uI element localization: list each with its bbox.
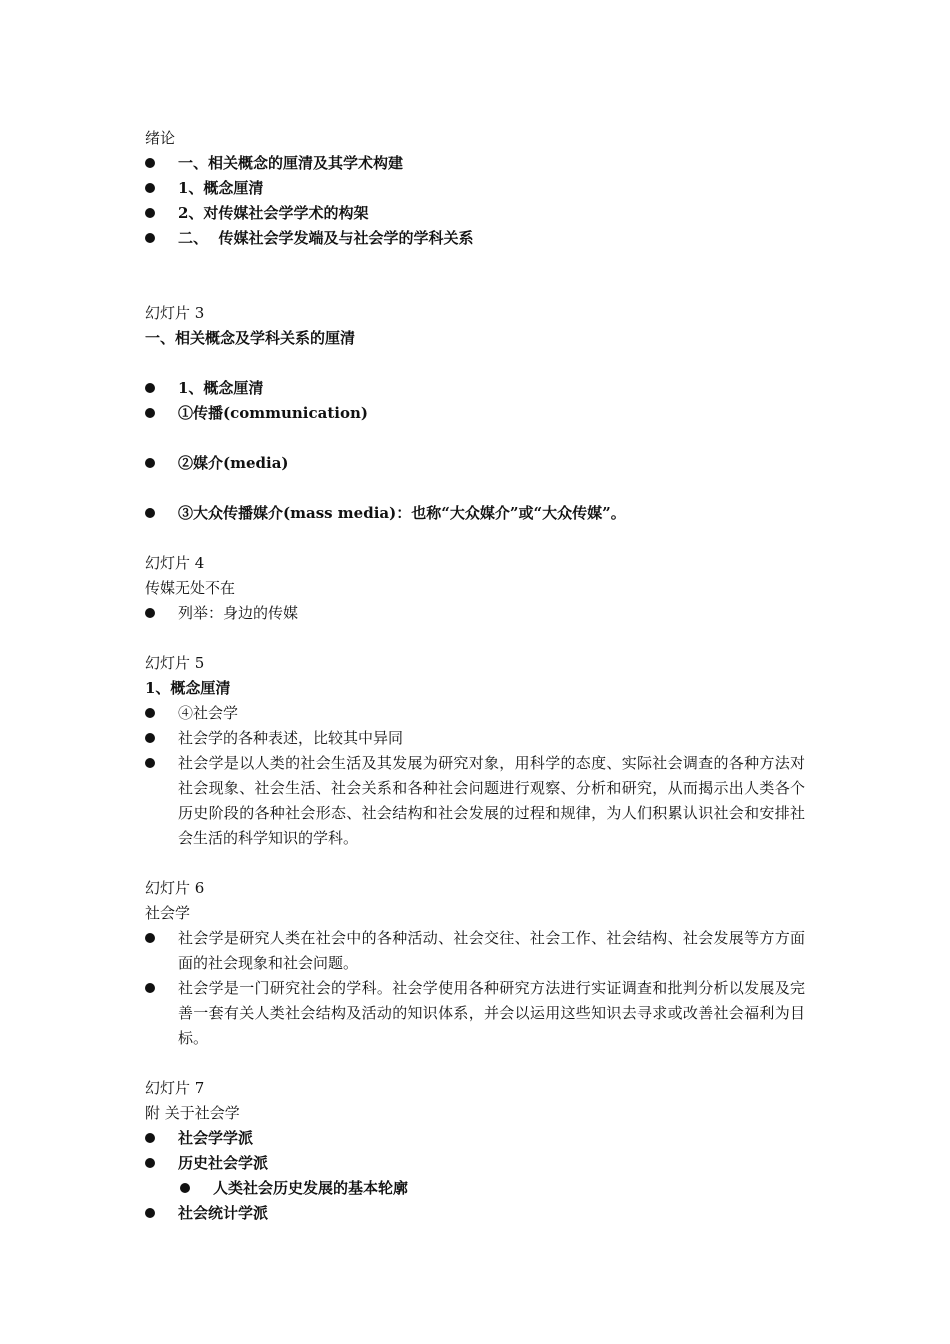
- list-item: 社会统计学派: [145, 1201, 805, 1226]
- bullet-icon: [145, 208, 155, 218]
- list-item: 一、相关概念的厘清及其学术构建: [145, 151, 805, 176]
- bullet-icon: [145, 1208, 155, 1218]
- list-item: 1、概念厘清: [145, 376, 805, 401]
- slide-label: 幻灯片 4: [145, 554, 205, 572]
- document-content: [145, 126, 805, 1226]
- bullet-icon: [180, 1183, 190, 1193]
- intro-title: 绪论: [145, 129, 176, 147]
- bullet-icon: [145, 233, 155, 243]
- bullet-icon: [145, 508, 155, 518]
- list-item: ①传播(communication): [145, 401, 805, 426]
- slide-heading: 1、概念厘清: [145, 679, 231, 697]
- bullet-icon: [145, 708, 155, 718]
- slide-heading: 一、相关概念及学科关系的厘清: [145, 329, 356, 347]
- bullet-icon: [145, 458, 155, 468]
- bullet-icon: [145, 408, 155, 418]
- list-item: 历史社会学派: [145, 1151, 805, 1176]
- bullet-icon: [145, 158, 155, 168]
- bullet-icon: [145, 983, 155, 993]
- bullet-icon: [145, 733, 155, 743]
- slide-label: 幻灯片 7: [145, 1079, 205, 1097]
- list-item: 1、概念厘清: [145, 176, 805, 201]
- slide-heading: 传媒无处不在: [145, 579, 236, 597]
- bullet-icon: [145, 608, 155, 618]
- slide-label: 幻灯片 5: [145, 654, 205, 672]
- slide-heading: 附 关于社会学: [145, 1104, 240, 1122]
- slide-label: 幻灯片 6: [145, 879, 205, 897]
- bullet-icon: [145, 758, 155, 768]
- list-item: 社会学是一门研究社会的学科。社会学使用各种研究方法进行实证调查和批判分析以发展及完善一套有关人类社会结构及活动的知识体系，并会以运用这些知识去寻求或改善社会福利为目标。: [145, 976, 805, 1051]
- list-item: ③大众传播媒介(mass media)：也称“大众媒介”或“大众传媒”。: [145, 501, 805, 526]
- list-item: 社会学是研究人类在社会中的各种活动、社会交往、社会工作、社会结构、社会发展等方方面面的社会现象和社会问题。: [145, 926, 805, 976]
- bullet-icon: [145, 1158, 155, 1168]
- bullet-icon: [145, 383, 155, 393]
- slide-heading: 社会学: [145, 904, 191, 922]
- list-item: 社会学是以人类的社会生活及其发展为研究对象，用科学的态度、实际社会调查的各种方法对社会现象、社会生活、社会关系和各种社会问题进行观察、分析和研究，从而揭示出人类各个历史阶段的各种社会形态、社会结构和社会发展的过程和规律，为人们积累认识社会和安排社会生活的科学知识的学科。: [145, 751, 805, 851]
- list-item: 社会学的各种表述，比较其中异同: [145, 726, 805, 751]
- list-item: 人类社会历史发展的基本轮廓: [180, 1176, 805, 1201]
- list-item: 二、 传媒社会学发端及与社会学的学科关系: [145, 226, 805, 251]
- list-item: 列举：身边的传媒: [145, 601, 805, 626]
- list-item: 社会学学派: [145, 1126, 805, 1151]
- list-item: 2、对传媒社会学学术的构架: [145, 201, 805, 226]
- slide-label: 幻灯片 3: [145, 304, 205, 322]
- bullet-icon: [145, 1133, 155, 1143]
- bullet-icon: [145, 183, 155, 193]
- list-item: ④社会学: [145, 701, 805, 726]
- bullet-icon: [145, 933, 155, 943]
- list-item: ②媒介(media): [145, 451, 805, 476]
